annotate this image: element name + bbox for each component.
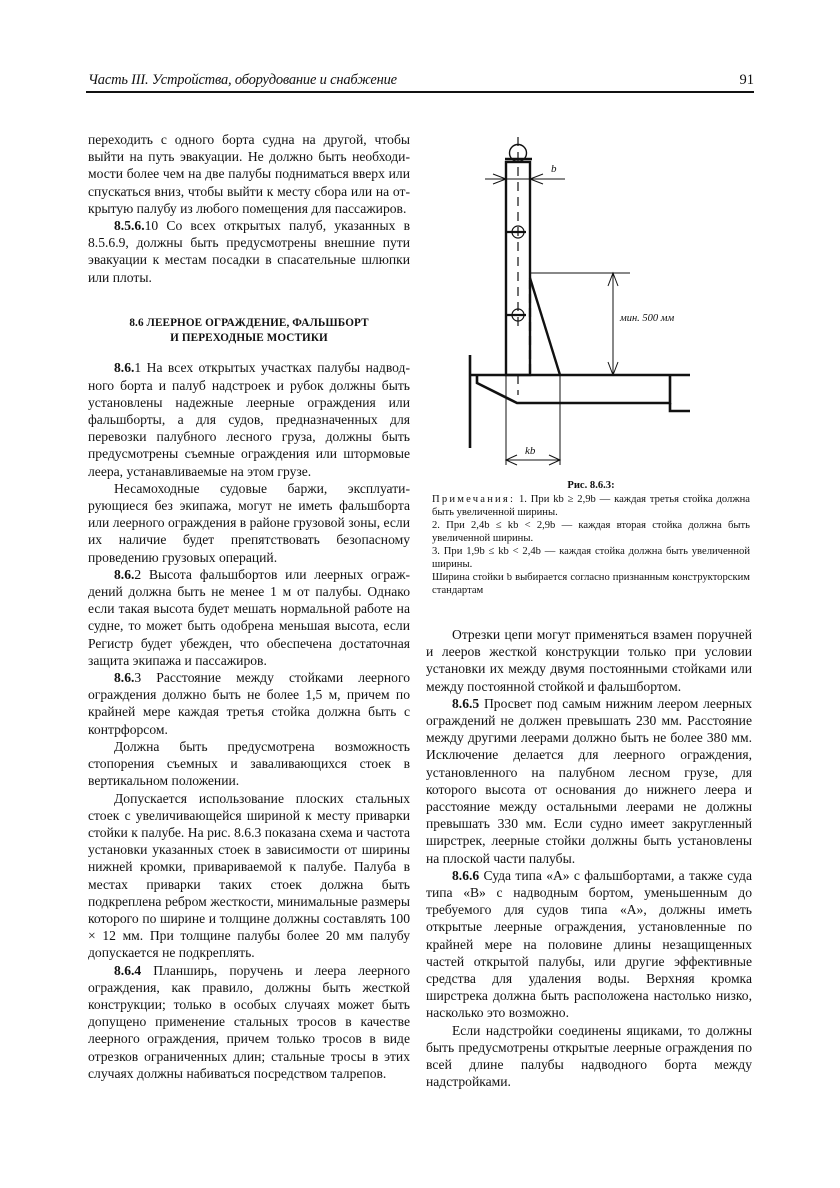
paragraph-8-6-3 [88,669,410,738]
paragraph-text: Просвет под самым нижним леером леерных ограждений не должен превышать 230 мм. Расстояние между другими леерами должно быть не более 380 мм. Исключение делается для леерного ограждения, установленного на палубном лесном грузе, для которого высота от основания до нижнего леера и расстояние между остальными леерами не должны превышать 330 мм. Если судно имеет закругленный ширстрек, леерные стойки должны быть установлены на плоской части палубы. [426,695,752,866]
paragraph-8-6-6 [426,867,752,1022]
caption-title: Рис. 8.6.3: [567,480,615,491]
note-2: 2. При 2,4b ≤ kb < 2,9b — каждая вторая стойка должна быть увеличенной ширины. [432,520,750,544]
paragraph: Несамоходные судовые баржи, эксплуатирующиеся без экипажа, могут не иметь фальшборта или леерного ограждения в районе грузовой зоны, если их наличие будет препятствовать безопасному проведению грузовых операций. [88,480,410,565]
paragraph: Отрезки цепи могут применяться взамен поручней и леeров жесткой конструкции только при условии установки их между двумя постоянными стойками или между постоянной стойкой и фальшбортом. [426,627,752,694]
right-column [426,626,752,1090]
paragraph: переходить с одного борта судна на другой, чтобы выйти на путь эвакуации. Не должно быть необходи-мости более чем на две палубы подниматься вверх или спускаться вниз, чтобы выйти к месту сбора или на открытую палубу из любого помещения для пассажиров. [88,132,410,216]
figure-8-6-3-diagram [455,135,755,470]
note-4: Ширина стойки b выбирается согласно признанным конструкторским стандартам [432,572,750,596]
clause-number: 8.6. [114,670,135,686]
paragraph-text: 1 На всех открытых участках палубы надводного борта и палуб надстроек и рубок должны быть установлены надежные леерные ограждения или фальшборты, а для судов, предназначенных для перевозки палубного лесного груза, должны быть предусмотрены съемные ограждения или штормовые леера, устанавливаемые на этом грузе. [88,360,410,479]
section-heading-line2: И ПЕРЕХОДНЫЕ МОСТИКИ [170,331,328,344]
clause-number: 8.6.4 [114,962,142,978]
paragraph-text: 3 Расстояние между стойками леерного ограждения должно быть не более 1,5 м, причем по крайней мере каждая третья стойка должна быть с контрфорсом. [88,670,410,737]
bracket-edge [530,278,560,375]
paragraph-text: 2 Высота фальшбортов или леерных ограждений должна быть не менее 1 м от палубы. Однако если такая высота будет мешать нормальной работе на судне, то может быть одобрена меньшая высота, если Регистр будет убежден, что обеспечена достаточная защита экипажа и пассажиров. [88,566,410,668]
notes-label: Примечания: [432,494,516,505]
stanchion-body [506,162,530,375]
header-rule [86,91,754,93]
paragraph-text: 10 Со всех открытых палуб, указанных в 8.5.6.9, должны быть предусмотрены внешние пути эвакуации к местам посадки в спасательные шлюпки или плоты. [88,218,410,285]
clause-number: 8.6.5 [452,695,480,711]
label-min-height: мин. 500 мм [620,313,675,324]
header-title: Часть III. Устройства, оборудование и снабжение [88,72,397,88]
deck-beam [670,403,690,411]
section-heading-line1: 8.6 ЛЕЕРНОЕ ОГРАЖДЕНИЕ, ФАЛЬШБОРТ [129,316,369,329]
paragraph-text: Планширь, поручень и леера леерного ограждения, как правило, должны быть жесткой конструкции; только в особых случаях может быть допущено применение стальных тросов в качестве леерного ограждения, причем только тросов в виде отрезков ограниченных длин; стальные тросы в этих случаях должны набиваться посредством талрепов. [88,962,410,1081]
running-header [86,70,754,92]
clause-number: 8.6.6 [452,867,480,883]
paragraph-8-6-5 [426,695,752,867]
clause-number: 8.6. [114,566,135,582]
figure-caption [432,479,750,597]
stanchion-drawing [455,135,755,470]
note-1 [432,493,750,519]
paragraph-8-5-6-10 [88,217,410,286]
paragraph: Допускается использование плоских стальных стоек с увеличивающейся шириной к месту приварки стойки к палубе. На рис. 8.6.3 показана схема и частота установки указанных стоек в зависимости от ширины нижней кромки, привариваемой к палубе. Палуба в местах приварки таких стоек должна быть подкреплена ребром жесткости, минимальные размеры которого по ширине и толщине должны составлять 100 × 12 мм. При толщине палубы более 20 мм палубу допускается не подкреплять. [88,790,410,961]
paragraph-8-6-1 [88,359,410,479]
paragraph-8-6-4 [88,962,410,1082]
clause-number: 8.5.6. [114,218,145,234]
paragraph-text: Суда типа «А» с фальшбортами, а также суда типа «В» с надводным бортом, уменьшенным до требуемого для судов типа «А», должны иметь открытые леерные ограждения, установленные по крайней мере на половине длины незащищенных частей открытой палубы, или другие эффективные средства для удаления воды. Верхняя кромка ширстрека должна быть расположена настолько низко, насколько это возможно. [426,867,752,1021]
left-column [88,131,410,1082]
clause-number: 8.6. [114,360,135,376]
section-heading [88,316,410,346]
note-1-text: 1. При kb ≥ 2,9b — каждая третья стойка должна быть увеличенной ширины. [432,494,751,518]
label-kb: kb [525,445,536,457]
page-number: 91 [739,72,754,88]
paragraph-8-6-2 [88,566,410,669]
label-b: b [551,163,557,175]
paragraph: Если надстройки соединены ящиками, то должны быть предусмотрены открытые леерные ограждения по всей длине палубы надводного борта между надстройками. [426,1022,752,1090]
paragraph: Должна быть предусмотрена возможность стопорения съемных и заваливающихся стоек в вертикальном положении. [88,738,410,789]
note-3: 3. При 1,9b ≤ kb < 2,4b — каждая стойка должна быть увеличенной ширины. [432,546,750,570]
